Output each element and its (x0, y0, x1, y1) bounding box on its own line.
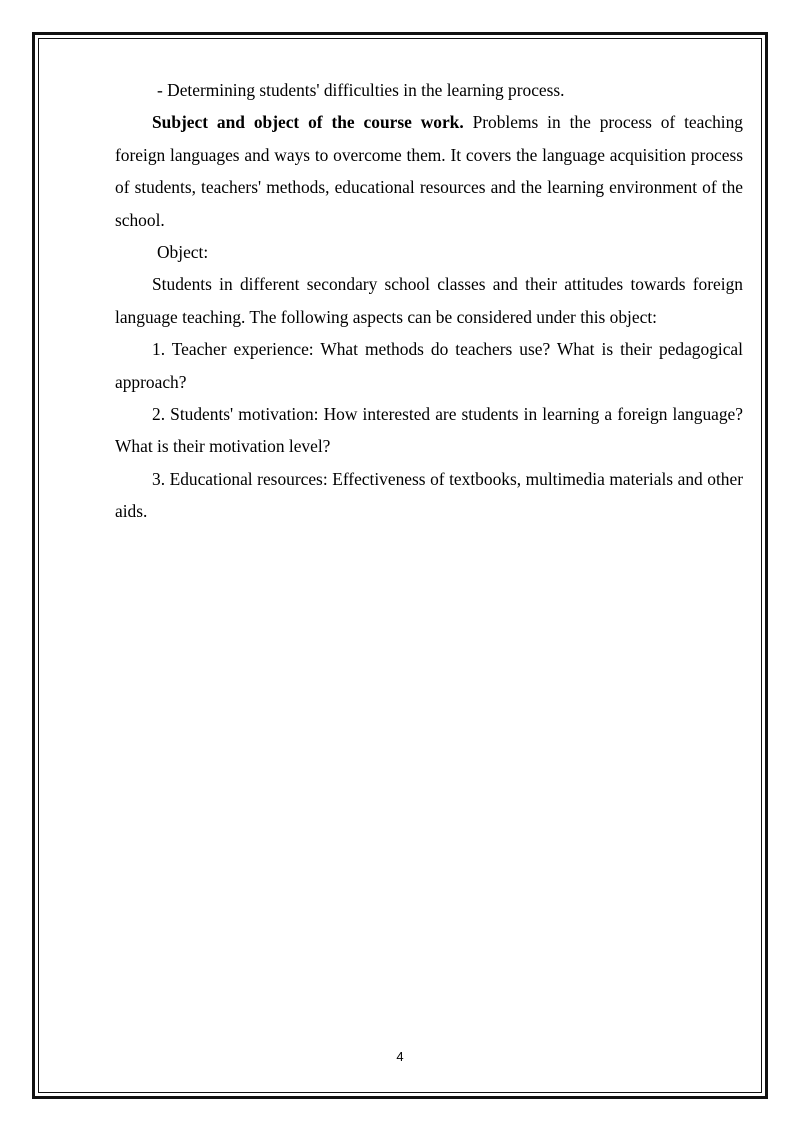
difficulties-line: - Determining students' difficulties in the learning process. (157, 80, 565, 100)
list-item-teacher-experience: 1. Teacher experience: What methods do teachers use? What is their pedagogical approach? (115, 339, 743, 392)
subject-text: Problems in the process of teaching foreign languages and ways to overcome them. It covers the language acquisition process of students, teachers' methods, educational resources and the learning environment of the school. (115, 112, 744, 230)
list-item-educational-resources: 3. Educational resources: Effectiveness of textbooks, multimedia materials and other aids. (115, 468, 743, 522)
page-number: 4 (396, 1049, 404, 1064)
subject-heading: Subject and object of the course work. (152, 112, 464, 133)
object-paragraph: Students in different secondary school classes and their attitudes towards foreign language teaching. The following aspects can be considered under this object: (115, 274, 743, 327)
document-body (115, 74, 743, 528)
list-item-students-motivation: 2. Students' motivation: How interested are students in learning a foreign language? What is their motivation level? (115, 404, 743, 457)
subject-paragraph (115, 106, 743, 236)
object-label: Object: (157, 242, 209, 263)
